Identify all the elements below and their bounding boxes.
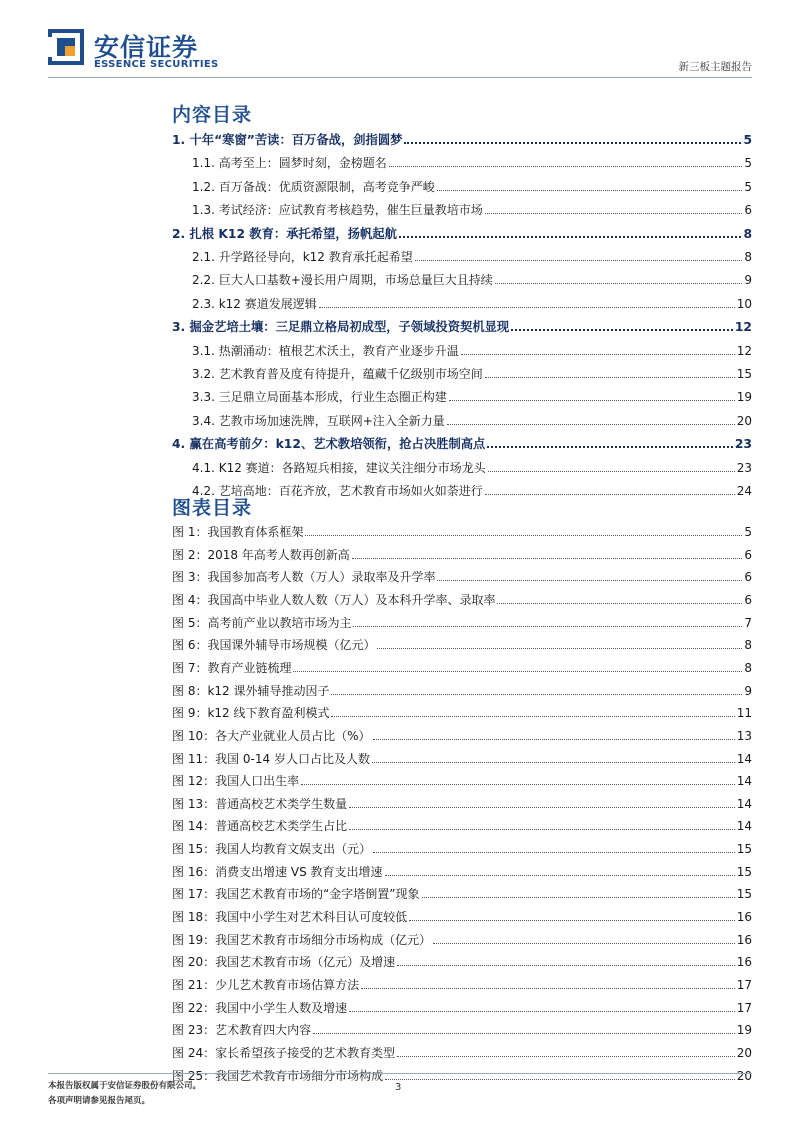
toc-entry-page: 8 <box>744 250 752 264</box>
figure-entry-label: 图 13：普通高校艺术类学生数量 <box>172 796 348 811</box>
toc-entry[interactable] <box>192 483 752 499</box>
copyright-note: 本报告版权属于安信证券股份有限公司。 <box>48 1081 202 1091</box>
figure-entry-page: 14 <box>736 819 752 834</box>
toc-entry-page: 24 <box>736 484 752 498</box>
dot-leader <box>399 235 742 238</box>
header-divider <box>48 77 752 78</box>
dot-leader <box>415 259 743 261</box>
figure-entry-page: 8 <box>744 660 752 675</box>
footer-divider <box>48 1073 752 1074</box>
toc-entry-label: 1.1. 高考至上：圆梦时刻，金榜题名 <box>192 156 387 171</box>
page-number: 3 <box>395 1082 402 1093</box>
figure-entry-label: 图 22：我国中小学生人数及增速 <box>172 1000 348 1015</box>
figure-entry-page: 11 <box>736 706 752 721</box>
dot-leader <box>305 534 742 536</box>
dot-leader <box>349 806 735 808</box>
dot-leader <box>377 647 742 649</box>
dot-leader <box>361 987 735 989</box>
figure-entry-label: 图 14：普通高校艺术类学生占比 <box>172 819 348 834</box>
dot-leader <box>449 399 735 401</box>
dot-leader <box>319 306 735 308</box>
figure-entry[interactable] <box>172 909 752 925</box>
dot-leader <box>461 353 735 355</box>
figure-entry[interactable] <box>172 637 752 653</box>
dot-leader <box>485 376 735 378</box>
figure-entry-page: 14 <box>736 796 752 811</box>
toc-entry-page: 10 <box>736 296 752 311</box>
report-type-label: 新三板主题报告 <box>678 61 752 73</box>
figure-entry[interactable] <box>172 1022 752 1038</box>
figure-entry-page: 17 <box>736 978 752 992</box>
page-header <box>0 0 800 80</box>
figure-entry-page: 19 <box>736 1023 752 1038</box>
dot-leader <box>404 141 741 144</box>
figure-entry-page: 14 <box>736 774 752 789</box>
essence-logo-icon <box>48 29 84 65</box>
figure-entry[interactable] <box>172 569 752 585</box>
dot-leader <box>495 282 743 284</box>
figure-entry-page: 13 <box>736 728 752 743</box>
toc-entry-page: 5 <box>744 179 752 194</box>
dot-leader <box>373 738 735 740</box>
figure-entry-page: 6 <box>744 547 752 562</box>
toc-entry-page: 19 <box>736 390 752 405</box>
toc-entry[interactable] <box>192 202 752 218</box>
toc-entry-page: 5 <box>743 133 752 147</box>
toc-entry-label: 1.2. 百万备战：优质资源限制，高考竞争严峻 <box>192 179 435 194</box>
figures-heading: 图表目录 <box>172 497 253 519</box>
figure-entry[interactable] <box>172 773 752 789</box>
dot-leader <box>488 470 735 472</box>
dot-leader <box>437 579 742 581</box>
figure-entry-label: 图 11：我国 0-14 岁人口占比及人数 <box>172 751 370 766</box>
dot-leader <box>397 964 735 966</box>
figure-entry[interactable] <box>172 818 752 834</box>
figure-entry-label: 图 19：我国艺术教育市场细分市场构成（亿元） <box>172 932 432 947</box>
figure-entry[interactable] <box>172 796 752 812</box>
figure-entry[interactable] <box>172 977 752 993</box>
dot-leader <box>487 445 733 448</box>
toc-entry-page: 5 <box>744 156 752 171</box>
dot-leader <box>433 942 735 944</box>
dot-leader <box>385 1078 735 1080</box>
figure-entry-page: 15 <box>736 864 752 879</box>
figure-entry-label: 图 10：各大产业就业人员占比（%） <box>172 728 371 743</box>
figure-entry-label: 图 25：我国艺术教育市场细分市场构成 <box>172 1068 384 1083</box>
dot-leader <box>352 557 743 559</box>
figure-entry-label: 图 2：2018 年高考人数再创新高 <box>172 547 350 562</box>
dot-leader <box>389 165 743 167</box>
toc-entry-label: 4. 赢在高考前夕：k12、艺术教培领衔，抢占决胜制高点 <box>172 437 486 452</box>
figure-entry[interactable] <box>172 864 752 880</box>
toc-entry-label: 3.1. 热潮涌动：植根艺术沃土，教育产业逐步升温 <box>192 343 459 358</box>
logo-name-cn: 安信证券 <box>94 33 199 62</box>
toc-entry-page: 9 <box>744 273 752 288</box>
figure-entry[interactable] <box>172 615 752 631</box>
disclaimer-note: 各项声明请参见报告尾页。 <box>48 1096 151 1106</box>
dot-leader <box>409 919 735 921</box>
toc-entry-label: 2. 扎根 K12 教育：承托希望，扬帆起航 <box>172 226 397 241</box>
figure-entry-page: 7 <box>744 615 752 630</box>
figure-entry[interactable] <box>172 683 752 699</box>
figure-entry[interactable] <box>172 660 752 676</box>
toc-entry-label: 4.2. 艺培高地：百花齐放，艺术教育市场如火如荼进行 <box>192 484 483 498</box>
dot-leader <box>437 189 743 191</box>
dot-leader <box>313 1032 735 1034</box>
dot-leader <box>397 1055 735 1057</box>
dot-leader <box>349 828 735 830</box>
toc-entry[interactable] <box>192 179 752 195</box>
figure-entry-page: 8 <box>744 638 752 653</box>
toc-entry-label: 3.2. 艺术教育普及度有待提升，蕴藏千亿级别市场空间 <box>192 367 483 381</box>
figure-entry[interactable] <box>172 1068 752 1084</box>
toc-entry-page: 8 <box>743 226 752 241</box>
figure-entry-label: 图 16：消费支出增速 VS 教育支出增速 <box>172 864 383 879</box>
figure-entry-page: 20 <box>736 1045 752 1060</box>
figure-entry-label: 图 3：我国参加高考人数（万人）录取率及升学率 <box>172 570 436 585</box>
toc-entry-label: 3.3. 三足鼎立局面基本形成，行业生态圈正构建 <box>192 390 447 405</box>
figure-entry-page: 6 <box>744 570 752 585</box>
toc-entry-label: 1. 十年“寒窗”苦读：百万备战，剑指圆梦 <box>172 133 403 147</box>
figure-entry-page: 15 <box>736 842 752 857</box>
figure-entry[interactable] <box>172 1000 752 1016</box>
toc-entry[interactable] <box>192 249 752 265</box>
figure-entry-label: 图 18：我国中小学生对艺术科目认可度较低 <box>172 910 408 925</box>
figure-entry-label: 图 1：我国教育体系框架 <box>172 525 304 539</box>
toc-entry-page: 6 <box>744 203 752 218</box>
dot-leader <box>293 670 742 672</box>
figure-entry-label: 图 8：k12 课外辅导推动因子 <box>172 683 330 698</box>
dot-leader <box>385 874 735 876</box>
figure-entry-label: 图 20：我国艺术教育市场（亿元）及增速 <box>172 955 396 970</box>
figure-entry-page: 17 <box>736 1000 752 1015</box>
figure-entry-label: 图 12：我国人口出生率 <box>172 774 300 789</box>
figure-entry[interactable] <box>172 841 752 857</box>
dot-leader <box>422 896 735 898</box>
figure-entry-page: 6 <box>744 592 752 607</box>
dot-leader <box>485 493 735 495</box>
logo-name-en: ESSENCE SECURITIES <box>94 59 219 70</box>
figure-entry-page: 16 <box>736 910 752 925</box>
toc-entry[interactable] <box>172 436 752 452</box>
dot-leader <box>511 328 733 331</box>
toc-entry[interactable] <box>192 413 752 429</box>
figure-entry[interactable] <box>172 547 752 563</box>
toc-entry-label: 3.4. 艺教市场加速洗牌，互联网+注入全新力量 <box>192 413 445 428</box>
dot-leader <box>372 761 735 763</box>
toc-entry[interactable] <box>192 366 752 382</box>
dot-leader <box>485 212 743 214</box>
figure-entry[interactable] <box>172 886 752 902</box>
figure-entry-page: 14 <box>736 751 752 766</box>
toc-entry-page: 12 <box>734 320 752 335</box>
figure-entry-label: 图 5：高考前产业以教培市场为主 <box>172 615 352 630</box>
toc-entry-label: 1.3. 考试经济：应试教育考核趋势，催生巨量教培市场 <box>192 203 483 218</box>
dot-leader <box>331 693 742 695</box>
toc-entry[interactable] <box>192 155 752 171</box>
dot-leader <box>447 423 735 425</box>
toc-entry-page: 23 <box>734 437 752 452</box>
toc-entry-page: 23 <box>736 460 752 475</box>
toc-entry[interactable] <box>192 389 752 405</box>
figure-entry-label: 图 9：k12 线下教育盈利模式 <box>172 706 330 721</box>
figure-entry-page: 16 <box>736 932 752 947</box>
figure-entry-label: 图 23：艺术教育四大内容 <box>172 1023 312 1038</box>
figure-entry[interactable] <box>172 1045 752 1061</box>
dot-leader <box>301 783 735 785</box>
toc-entry[interactable] <box>192 460 752 476</box>
figure-entry[interactable] <box>172 524 752 540</box>
figure-entry-label: 图 7：教育产业链梳理 <box>172 660 292 675</box>
toc-entry[interactable] <box>172 319 752 335</box>
dot-leader <box>353 625 742 627</box>
toc-entry-page: 12 <box>736 343 752 358</box>
figure-entry-label: 图 24：家长希望孩子接受的艺术教育类型 <box>172 1045 396 1060</box>
dot-leader <box>349 1010 735 1012</box>
toc-entry[interactable] <box>192 296 752 312</box>
figure-entry[interactable] <box>172 932 752 948</box>
figure-entry-label: 图 17：我国艺术教育市场的“金字塔倒置”现象 <box>172 887 420 902</box>
figure-entry-page: 5 <box>744 525 752 539</box>
figure-entry-page: 20 <box>736 1068 752 1083</box>
figure-entry[interactable] <box>172 751 752 767</box>
figure-entry[interactable] <box>172 592 752 608</box>
toc-entry-label: 2.1. 升学路径导向，k12 教育承托起希望 <box>192 250 413 264</box>
figure-entry-page: 15 <box>736 887 752 902</box>
figure-entry-label: 图 6：我国课外辅导市场规模（亿元） <box>172 638 376 653</box>
dot-leader <box>497 602 742 604</box>
figure-entry-label: 图 15：我国人均教育文娱支出（元） <box>172 842 372 857</box>
toc-entry-label: 2.3. k12 赛道发展逻辑 <box>192 296 317 311</box>
figure-entry[interactable] <box>172 705 752 721</box>
figure-entry[interactable] <box>172 954 752 970</box>
toc-heading: 内容目录 <box>172 104 253 126</box>
toc-entry-page: 20 <box>736 413 752 428</box>
dot-leader <box>331 715 734 717</box>
toc-entry-label: 2.2. 巨大人口基数+漫长用户周期，市场总量巨大且持续 <box>192 273 493 288</box>
dot-leader <box>373 851 735 853</box>
toc-entry-label: 3. 掘金艺培土壤：三足鼎立格局初成型，子领域投资契机显现 <box>172 320 510 335</box>
toc-entry[interactable] <box>172 132 752 148</box>
figure-entry-page: 16 <box>736 955 752 970</box>
toc-entry[interactable] <box>192 272 752 288</box>
toc-entry[interactable] <box>192 343 752 359</box>
figure-entry-label: 图 21：少儿艺术教育市场估算方法 <box>172 978 360 992</box>
toc-entry-page: 15 <box>736 367 752 381</box>
toc-entry-label: 4.1. K12 赛道：各路短兵相接，建议关注细分市场龙头 <box>192 460 486 475</box>
figure-entry-label: 图 4：我国高中毕业人数人数（万人）及本科升学率、录取率 <box>172 592 496 607</box>
figure-entry-page: 9 <box>744 683 752 698</box>
toc-entry[interactable] <box>172 226 752 242</box>
figure-entry[interactable] <box>172 728 752 744</box>
